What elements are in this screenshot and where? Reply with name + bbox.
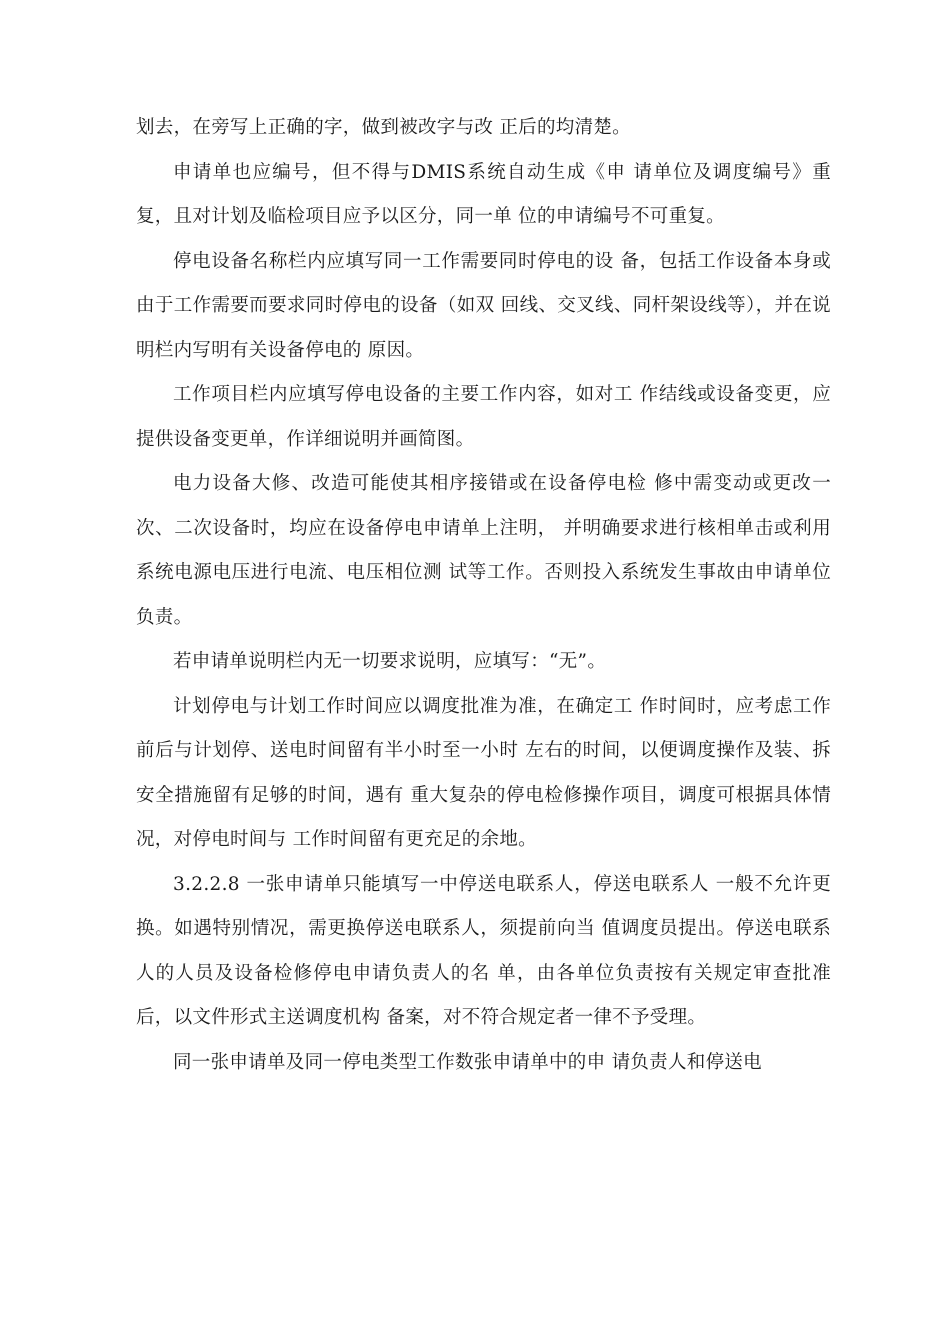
paragraph-contact-person: 3.2.2.8 一张申请单只能填写一中停送电联系人，停送电联系人 一般不允许更换。如遇特别情况，需更换停送电联系人，须提前向当 值调度员提出。停送电联系人的人员及设备检修停电申请负责人的名 单，由各单位负责按有关规定审查批准后，以文件形式主送调度机构 备案，对不符合规定者一律不予受理。 [136, 873, 831, 1028]
paragraph-application-numbering: 申请单也应编号，但不得与DMIS系统自动生成《申 请单位及调度编号》重复，且对计划及临检项目应予以区分，同一单 位的申请编号不可重复。 [136, 161, 831, 227]
paragraph-planned-time: 计划停电与计划工作时间应以调度批准为准，在确定工 作时间时，应考虑工作前后与计划停、送电时间留有半小时至一小时 左右的时间，以便调度操作及装、拆安全措施留有足够的时间，遇有 重大复杂的停电检修操作项目，调度可根据具体情况，对停电时间与 工作时间留有更充足的余地。 [136, 695, 831, 850]
paragraph-no-requirements: 若申请单说明栏内无一切要求说明，应填写：“无”。 [173, 651, 607, 672]
paragraph-continued: 划去，在旁写上正确的字，做到被改字与改 正后的均清楚。 [136, 117, 631, 138]
paragraph-work-item: 工作项目栏内应填写停电设备的主要工作内容，如对工 作结线或设备变更，应提供设备变更单，作详细说明并画简图。 [136, 384, 831, 450]
paragraph-outage-equipment-name: 停电设备名称栏内应填写同一工作需要同时停电的设 备，包括工作设备本身或由于工作需要而要求同时停电的设备（如双 回线、交叉线、同杆架设线等），并在说明栏内写明有关设备停电的 原因。 [136, 250, 831, 361]
paragraph-phase-check: 电力设备大修、改造可能使其相序接错或在设备停电检 修中需变动或更改一次、二次设备时，均应在设备停电申请单上注明， 并明确要求进行核相单击或利用系统电源电压进行电流、电压相位测 试等工作。否则投入系统发生事故由申请单位负责。 [136, 473, 831, 628]
paragraph-same-application: 同一张申请单及同一停电类型工作数张申请单中的申 请负责人和停送电 [173, 1051, 762, 1073]
document-body [136, 106, 831, 1085]
